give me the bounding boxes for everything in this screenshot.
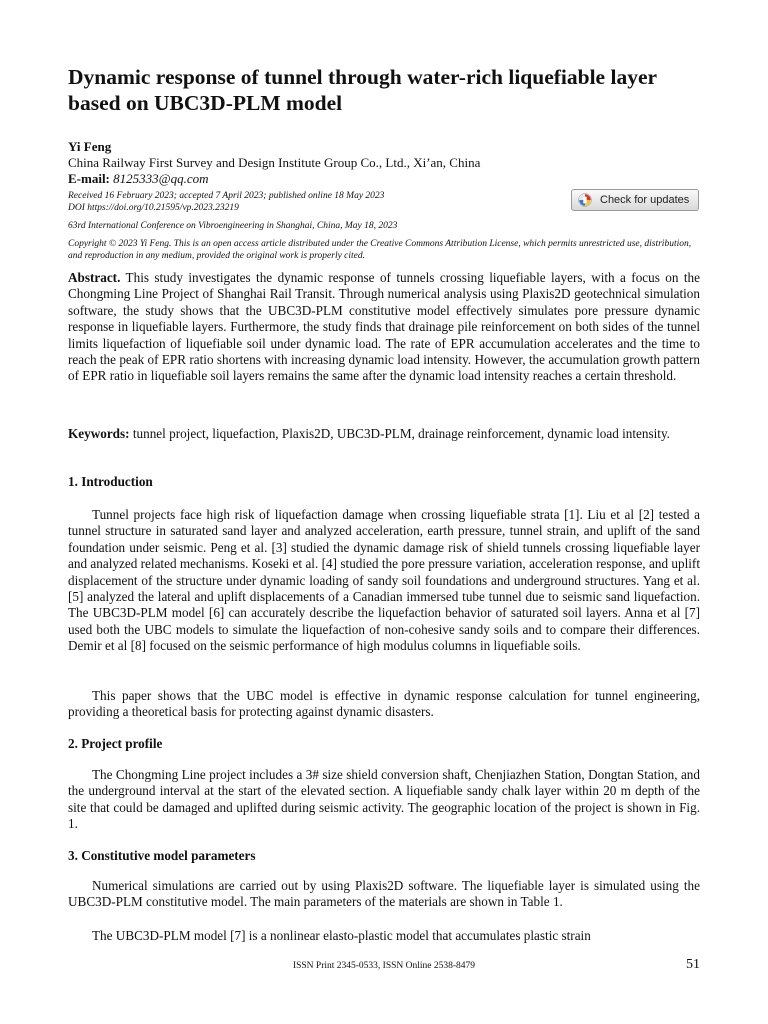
keywords-text: tunnel project, liquefaction, Plaxis2D, UBC3D-PLM, drainage reinforcement, dynamic load intensity. (132, 426, 670, 441)
constitutive-model-paragraph-1: Numerical simulations are carried out by using Plaxis2D software. The liquefiable layer is simulated using the UBC3D-PLM constitutive model. The main parameters of the materials are shown in Table 1. (68, 878, 700, 910)
footer-issn: ISSN Print 2345-0533, ISSN Online 2538-8479 (292, 961, 476, 971)
author-name: Yi Feng (68, 139, 112, 154)
conference-info: 63rd International Conference on Vibroengineering in Shanghai, China, May 18, 2023 (68, 221, 398, 231)
abstract-label: Abstract. (68, 270, 121, 285)
page-number: 51 (686, 957, 700, 972)
constitutive-model-paragraph-2: The UBC3D-PLM model [7] is a nonlinear elasto-plastic model that accumulates plastic strain (92, 928, 591, 943)
keywords-label: Keywords: (68, 426, 130, 441)
copyright-notice: Copyright © 2023 Yi Feng. This is an open access article distributed under the Creative Commons Attribution License, which permits unrestricted use, distribution, and reproduction in any medium, provided the original work is properly cited. (68, 239, 692, 261)
check-for-updates-button[interactable] (571, 189, 699, 211)
received-dates: Received 16 February 2023; accepted 7 April 2023; published online 18 May 2023 (68, 191, 385, 201)
section-heading-introduction: 1. Introduction (68, 474, 153, 489)
keywords (68, 426, 700, 442)
introduction-paragraph-1: Tunnel projects face high risk of liquefaction damage when crossing liquefiable strata [1]. Liu et al [2] tested a tunnel structure in saturated sand layer and analyzed acceleration, earth pressure, tunnel strain, and uplift of the sand foundation under seismic. Peng et al. [3] studied the dynamic damage risk of shield tunnels crossing liquefiable layer and analyzed related mechanisms. Koseki et al. [4] studied the pore pressure variation, acceleration response, and uplift displacement of the structure under dynamic loading of sandy soil foundations and underground structures. Yang et al. [5] analyzed the lateral and uplift displacements of a Canadian immersed tube tunnel due to seismic sand liquefaction. The UBC3D-PLM model [6] can accurately describe the liquefaction behavior of saturated soil layers. Anna et al [7] used both the UBC models to simulate the liquefaction of non-cohesive sandy soils and to compare their differences. Demir et al [8] focused on the seismic performance of high modulus columns in liquefiable soils. (68, 507, 700, 654)
email-label: E-mail: (68, 171, 110, 186)
section-heading-constitutive-model: 3. Constitutive model parameters (68, 848, 256, 863)
abstract (68, 270, 700, 385)
introduction-paragraph-2: This paper shows that the UBC model is effective in dynamic response calculation for tunnel engineering, providing a theoretical basis for protecting against dynamic disasters. (68, 688, 700, 720)
paper-title: Dynamic response of tunnel through water-rich liquefiable layer based on UBC3D-PLM model (68, 65, 657, 115)
crossmark-icon (578, 193, 592, 207)
doi-link[interactable]: DOI https://doi.org/10.21595/vp.2023.23219 (68, 203, 239, 213)
project-profile-paragraph: The Chongming Line project includes a 3# size shield conversion shaft, Chenjiazhen Station, Dongtan Station, and the underground interval at the start of the elevated section. A liquefiable sandy chalk layer within 20 m depth of the site that could be damaged and uplifted during seismic activity. The geographic location of the project is shown in Fig. 1. (68, 767, 700, 832)
author-email (68, 171, 209, 187)
check-for-updates-label: Check for updates (600, 194, 690, 206)
section-heading-project-profile: 2. Project profile (68, 736, 163, 751)
author-affiliation: China Railway First Survey and Design Institute Group Co., Ltd., Xi’an, China (68, 155, 481, 170)
email-address[interactable]: 8125333@qq.com (113, 171, 209, 186)
abstract-text: This study investigates the dynamic response of tunnels crossing liquefiable layers, with a focus on the Chongming Line Project of Shanghai Rail Transit. Through numerical analysis using Plaxis2D geotechnical simulation software, the study shows that the UBC3D-PLM constitutive model effectively simulates pore pressure dynamic response in liquefiable layers. Furthermore, the study finds that drainage pile reinforcement on both sides of the tunnel limits liquefaction of liquefiable soil under dynamic load. The rate of EPR accumulation accelerates and the time to reach the peak of EPR ratio shortens with increasing dynamic load intensity. However, the accumulation growth pattern of EPR ratio in liquefiable soil layers remains the same after the dynamic load intensity reaches a certain threshold. (68, 270, 700, 384)
